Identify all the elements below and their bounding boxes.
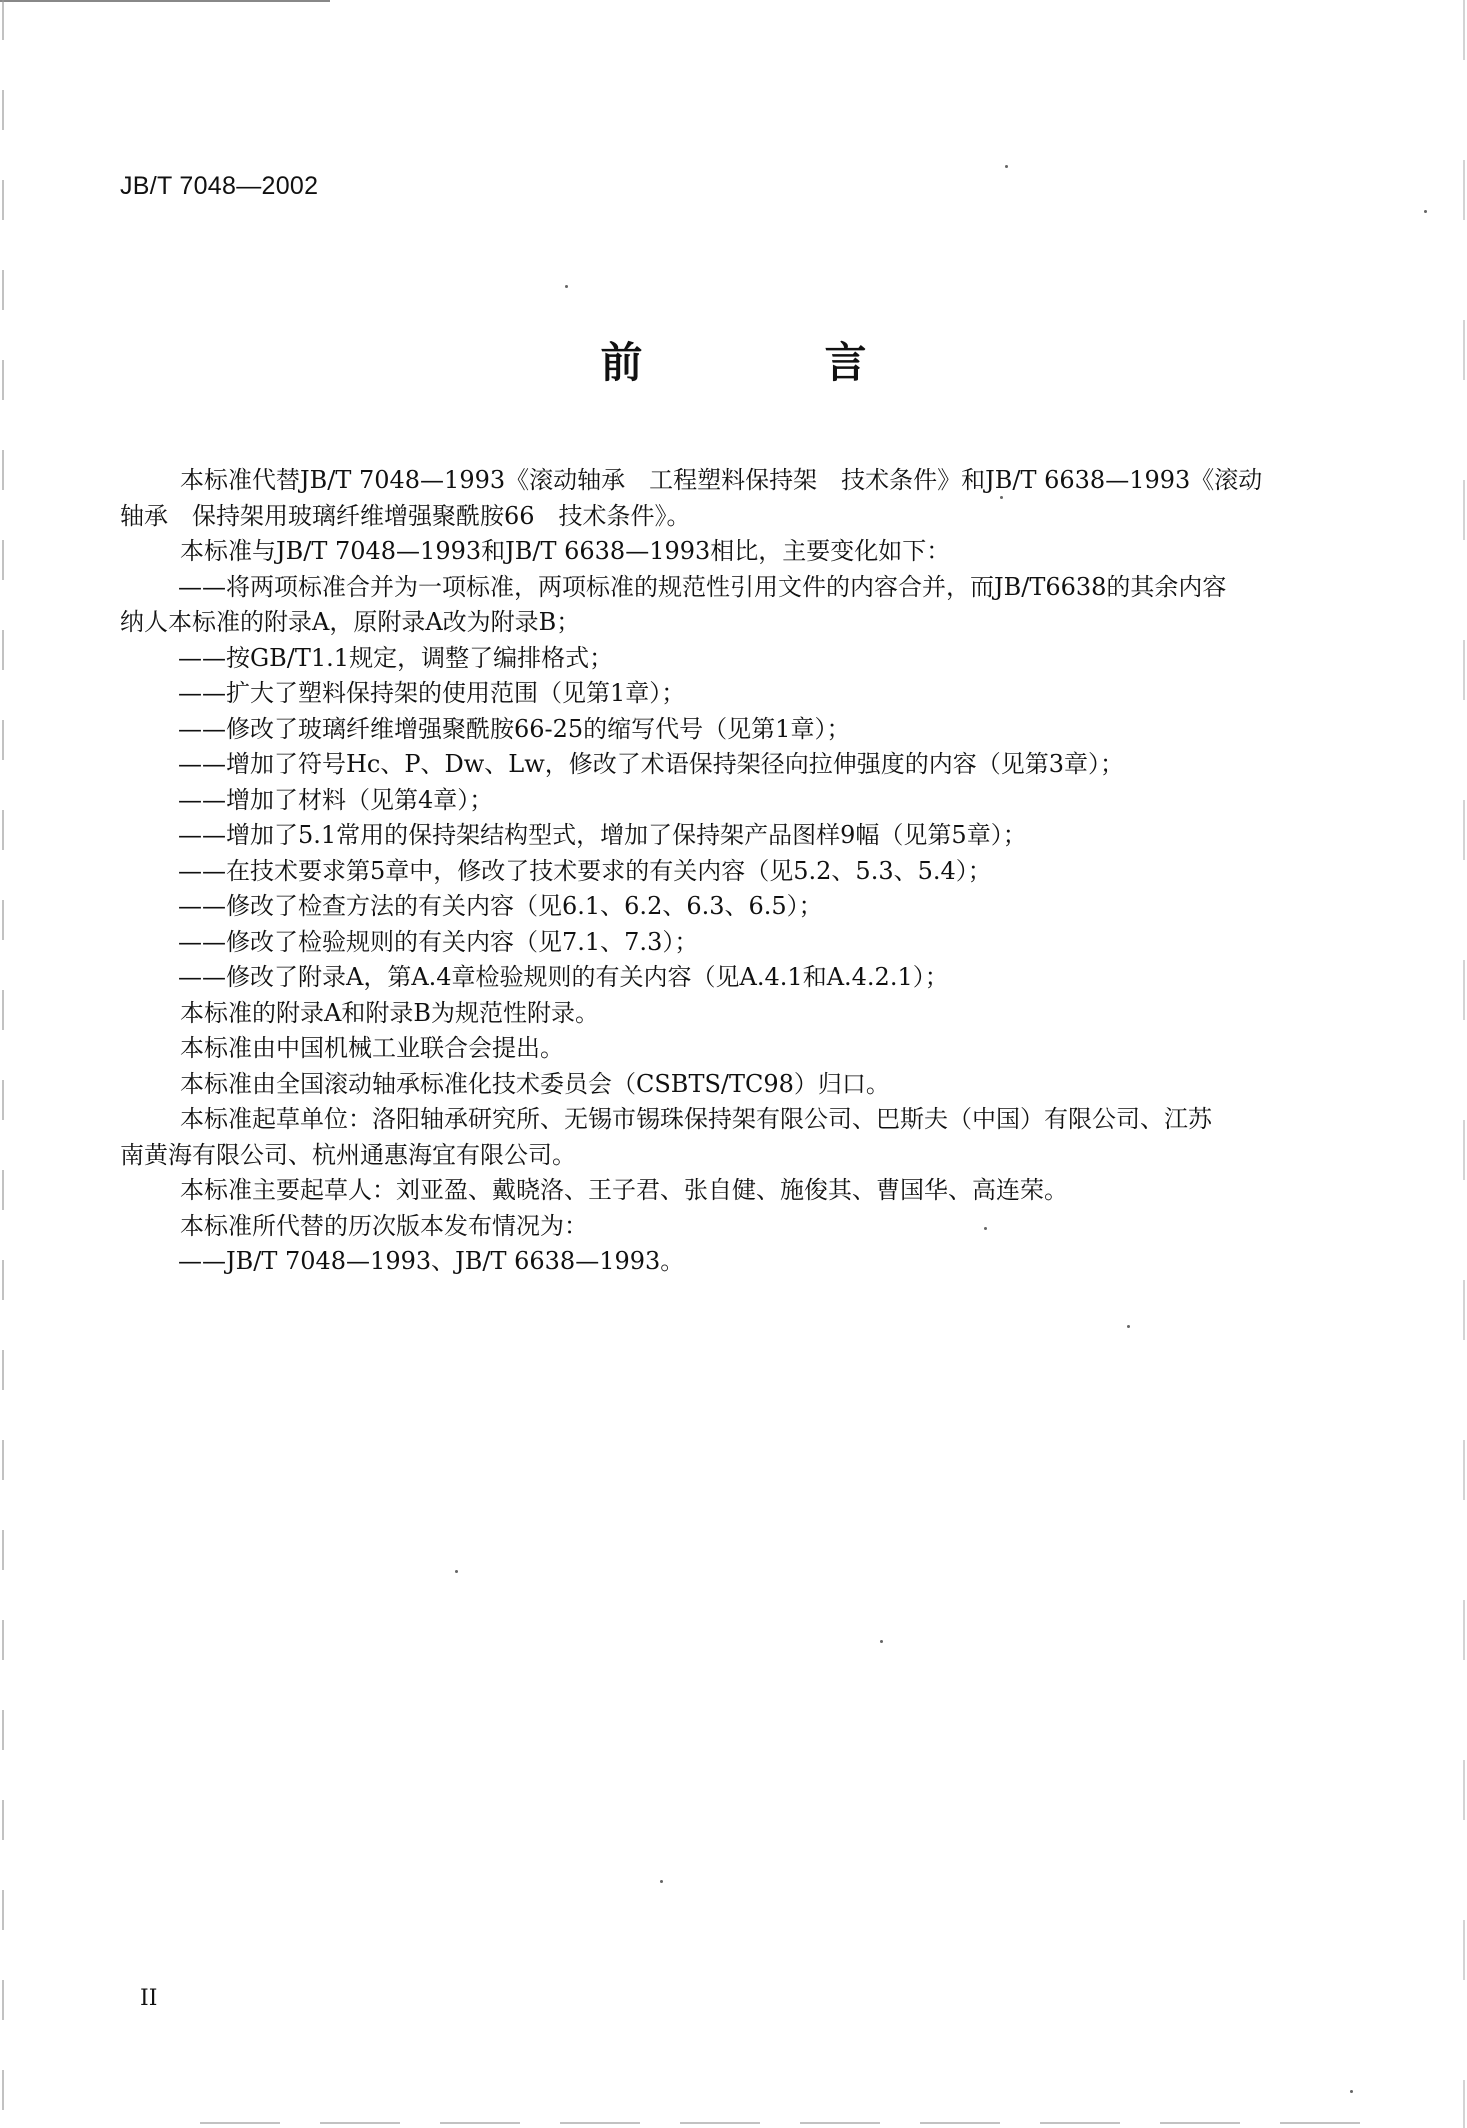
change-item: ——增加了符号Hc、P、Dw、Lw，修改了术语保持架径向拉伸强度的内容（见第3章）； [178,750,1125,778]
change-item: ——修改了检验规则的有关内容（见7.1、7.3）； [178,927,699,956]
change-item: ——扩大了塑料保持架的使用范围（见第1章）； [178,679,686,707]
scan-speck [660,1880,663,1883]
scan-speck [1005,165,1008,168]
change-item: ——增加了5.1常用的保持架结构型式，增加了保持架产品图样9幅（见第5章）； [178,821,1027,849]
paragraph: 本标准由中国机械工业联合会提出。 [180,1034,564,1062]
change-item: ——修改了附录A，第A.4章检验规则的有关内容（见A.4.1和A.4.2.1）； [178,963,949,991]
paragraph: 本标准与JB/T 7048—1993和JB/T 6638—1993相比，主要变化如下： [180,537,951,565]
paragraph: 本标准由全国滚动轴承标准化技术委员会（CSBTS/TC98）归口。 [180,1069,890,1098]
change-item-continuation: 纳人本标准的附录A，原附录A改为附录B； [120,608,581,636]
scan-speck [880,1640,883,1643]
paragraph: 本标准所代替的历次版本发布情况为： [180,1211,588,1240]
scan-speck [1424,210,1427,213]
page-title: 前 言 [600,338,937,387]
change-item: ——按GB/T1.1规定，调整了编排格式； [178,643,614,672]
scan-speck [1127,1325,1130,1328]
scan-artifact-left [2,0,4,2128]
change-item: ——增加了材料（见第4章）； [178,785,494,814]
page-number: II [140,1986,158,2011]
change-item: ——将两项标准合并为一项标准，两项标准的规范性引用文件的内容合并，而JB/T6638的其余内容 [178,572,1227,601]
change-item: ——修改了检查方法的有关内容（见6.1、6.2、6.3、6.5）； [178,892,823,920]
paragraph-continuation: 轴承 保持架用玻璃纤维增强聚酰胺66 技术条件》。 [120,501,691,530]
change-item: ——在技术要求第5章中，修改了技术要求的有关内容（见5.2、5.3、5.4）； [178,856,992,885]
scan-speck [565,285,568,288]
scan-speck [1350,2090,1353,2093]
change-item: ——JB/T 7048—1993、JB/T 6638—1993。 [178,1247,685,1275]
scan-artifact-top [0,0,330,2]
foreword-body [120,463,1310,1280]
paragraph: 本标准的附录A和附录B为规范性附录。 [180,998,599,1027]
standard-code: JB/T 7048—2002 [120,172,319,200]
paragraph-continuation: 南黄海有限公司、杭州通惠海宜有限公司。 [120,1140,576,1169]
scan-speck [455,1570,458,1573]
paragraph: 本标准代替JB/T 7048—1993《滚动轴承 工程塑料保持架 技术条件》和JB/T 6638—1993《滚动 [180,466,1263,494]
paragraph: 本标准主要起草人：刘亚盈、戴晓洛、王子君、张自健、施俊其、曹国华、高连荣。 [180,1176,1068,1204]
paragraph: 本标准起草单位：洛阳轴承研究所、无锡市锡珠保持架有限公司、巴斯夫（中国）有限公司、江苏 [180,1105,1212,1133]
scan-artifact-right [1463,0,1465,2128]
scan-artifact-bottom [200,2122,1400,2124]
change-item: ——修改了玻璃纤维增强聚酰胺66-25的缩写代号（见第1章）； [178,714,851,743]
